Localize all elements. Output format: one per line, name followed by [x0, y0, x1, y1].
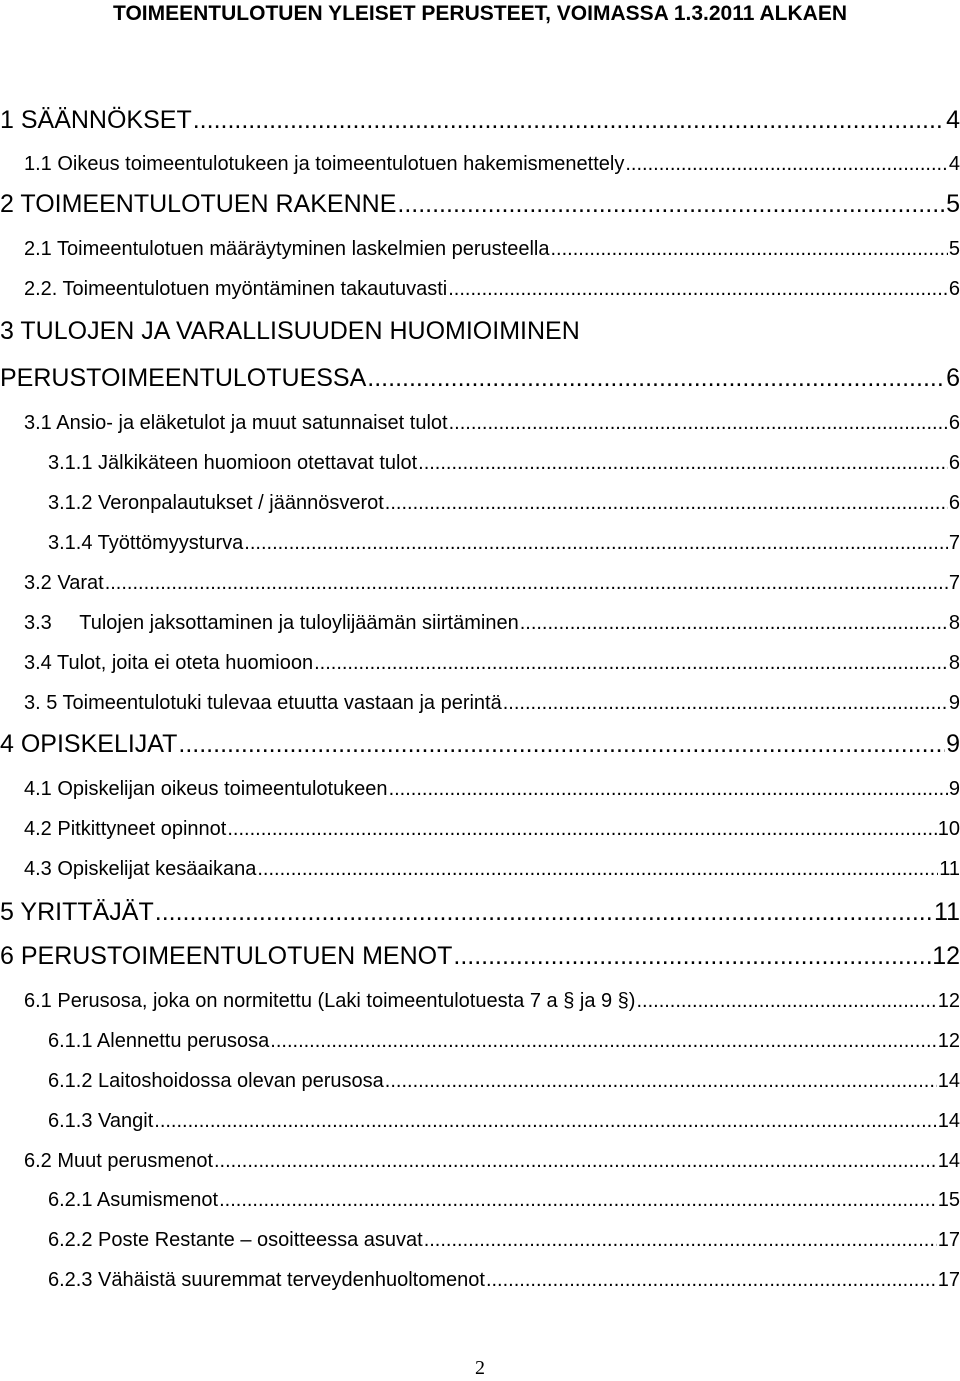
toc-entry[interactable]: 4 OPISKELIJAT ..... 9 — [0, 730, 960, 759]
toc-entry[interactable]: 4.1 Opiskelijan oikeus toimeentulotukeen ..... 9 — [24, 778, 960, 801]
toc-entry[interactable]: 2 TOIMEENTULOTUEN RAKENNE ..... 5 — [0, 190, 960, 219]
toc-entry[interactable]: 5 YRITTÄJÄT ..... 11 — [0, 898, 960, 927]
toc-entry[interactable]: 6.1.2 Laitoshoidossa olevan perusosa ..... 14 — [48, 1070, 960, 1093]
toc-entry[interactable]: 1 SÄÄNNÖKSET ..... 4 — [0, 106, 960, 135]
page-number: 2 — [475, 1357, 485, 1379]
toc-entry[interactable]: 6 PERUSTOIMEENTULOTUEN MENOT ..... 12 — [0, 942, 960, 971]
toc-entry[interactable]: 6.2.2 Poste Restante – osoitteessa asuvat ..... 17 — [48, 1229, 960, 1252]
toc-entry[interactable]: 3. 5 Toimeentulotuki tulevaa etuutta vastaan ja perintä ..... 9 — [24, 692, 960, 715]
toc-entry[interactable]: 3.1 Ansio- ja eläketulot ja muut satunnaiset tulot ..... 6 — [24, 412, 960, 435]
toc-entry[interactable]: 3.1.2 Veronpalautukset / jäännösverot ..... 6 — [48, 492, 960, 515]
toc-entry[interactable]: PERUSTOIMEENTULOTUESSA ..... 6 — [0, 364, 960, 393]
toc-entry-heading[interactable]: 3 TULOJEN JA VARALLISUUDEN HUOMIOIMINEN — [0, 317, 580, 345]
toc-entry[interactable]: 6.2 Muut perusmenot ..... 14 — [24, 1150, 960, 1173]
toc-entry[interactable]: 3.1.1 Jälkikäteen huomioon otettavat tulot ..... 6 — [48, 452, 960, 475]
toc-entry[interactable]: 2.2. Toimeentulotuen myöntäminen takautuvasti ..... 6 — [24, 278, 960, 301]
toc-entry[interactable]: 3.2 Varat ..... 7 — [24, 572, 960, 595]
toc-entry[interactable]: 4.2 Pitkittyneet opinnot ..... 10 — [24, 818, 960, 841]
toc-entry[interactable]: 6.1.3 Vangit ..... 14 — [48, 1110, 960, 1133]
toc-entry[interactable]: 2.1 Toimeentulotuen määräytyminen laskelmien perusteella ..... 5 — [24, 238, 960, 261]
toc-entry[interactable]: 6.2.1 Asumismenot ..... 15 — [48, 1189, 960, 1212]
document-title: TOIMEENTULOTUEN YLEISET PERUSTEET, VOIMASSA 1.3.2011 ALKAEN — [113, 2, 847, 25]
toc-entry[interactable]: 3.3 Tulojen jaksottaminen ja tuloylijäämän siirtäminen ..... 8 — [24, 612, 960, 635]
toc-entry[interactable]: 1.1 Oikeus toimeentulotukeen ja toimeentulotuen hakemismenettely ..... 4 — [24, 153, 960, 176]
toc-entry[interactable]: 3.4 Tulot, joita ei oteta huomioon ..... 8 — [24, 652, 960, 675]
toc-entry[interactable]: 6.1.1 Alennettu perusosa ..... 12 — [48, 1030, 960, 1053]
toc-entry[interactable]: 4.3 Opiskelijat kesäaikana ..... 11 — [24, 858, 960, 881]
toc-entry[interactable]: 6.1 Perusosa, joka on normitettu (Laki toimeentulotuesta 7 a § ja 9 §) ..... 12 — [24, 990, 960, 1013]
toc-entry[interactable]: 6.2.3 Vähäistä suuremmat terveydenhuoltomenot ..... 17 — [48, 1269, 960, 1292]
toc-entry[interactable]: 3.1.4 Työttömyysturva ..... 7 — [48, 532, 960, 555]
